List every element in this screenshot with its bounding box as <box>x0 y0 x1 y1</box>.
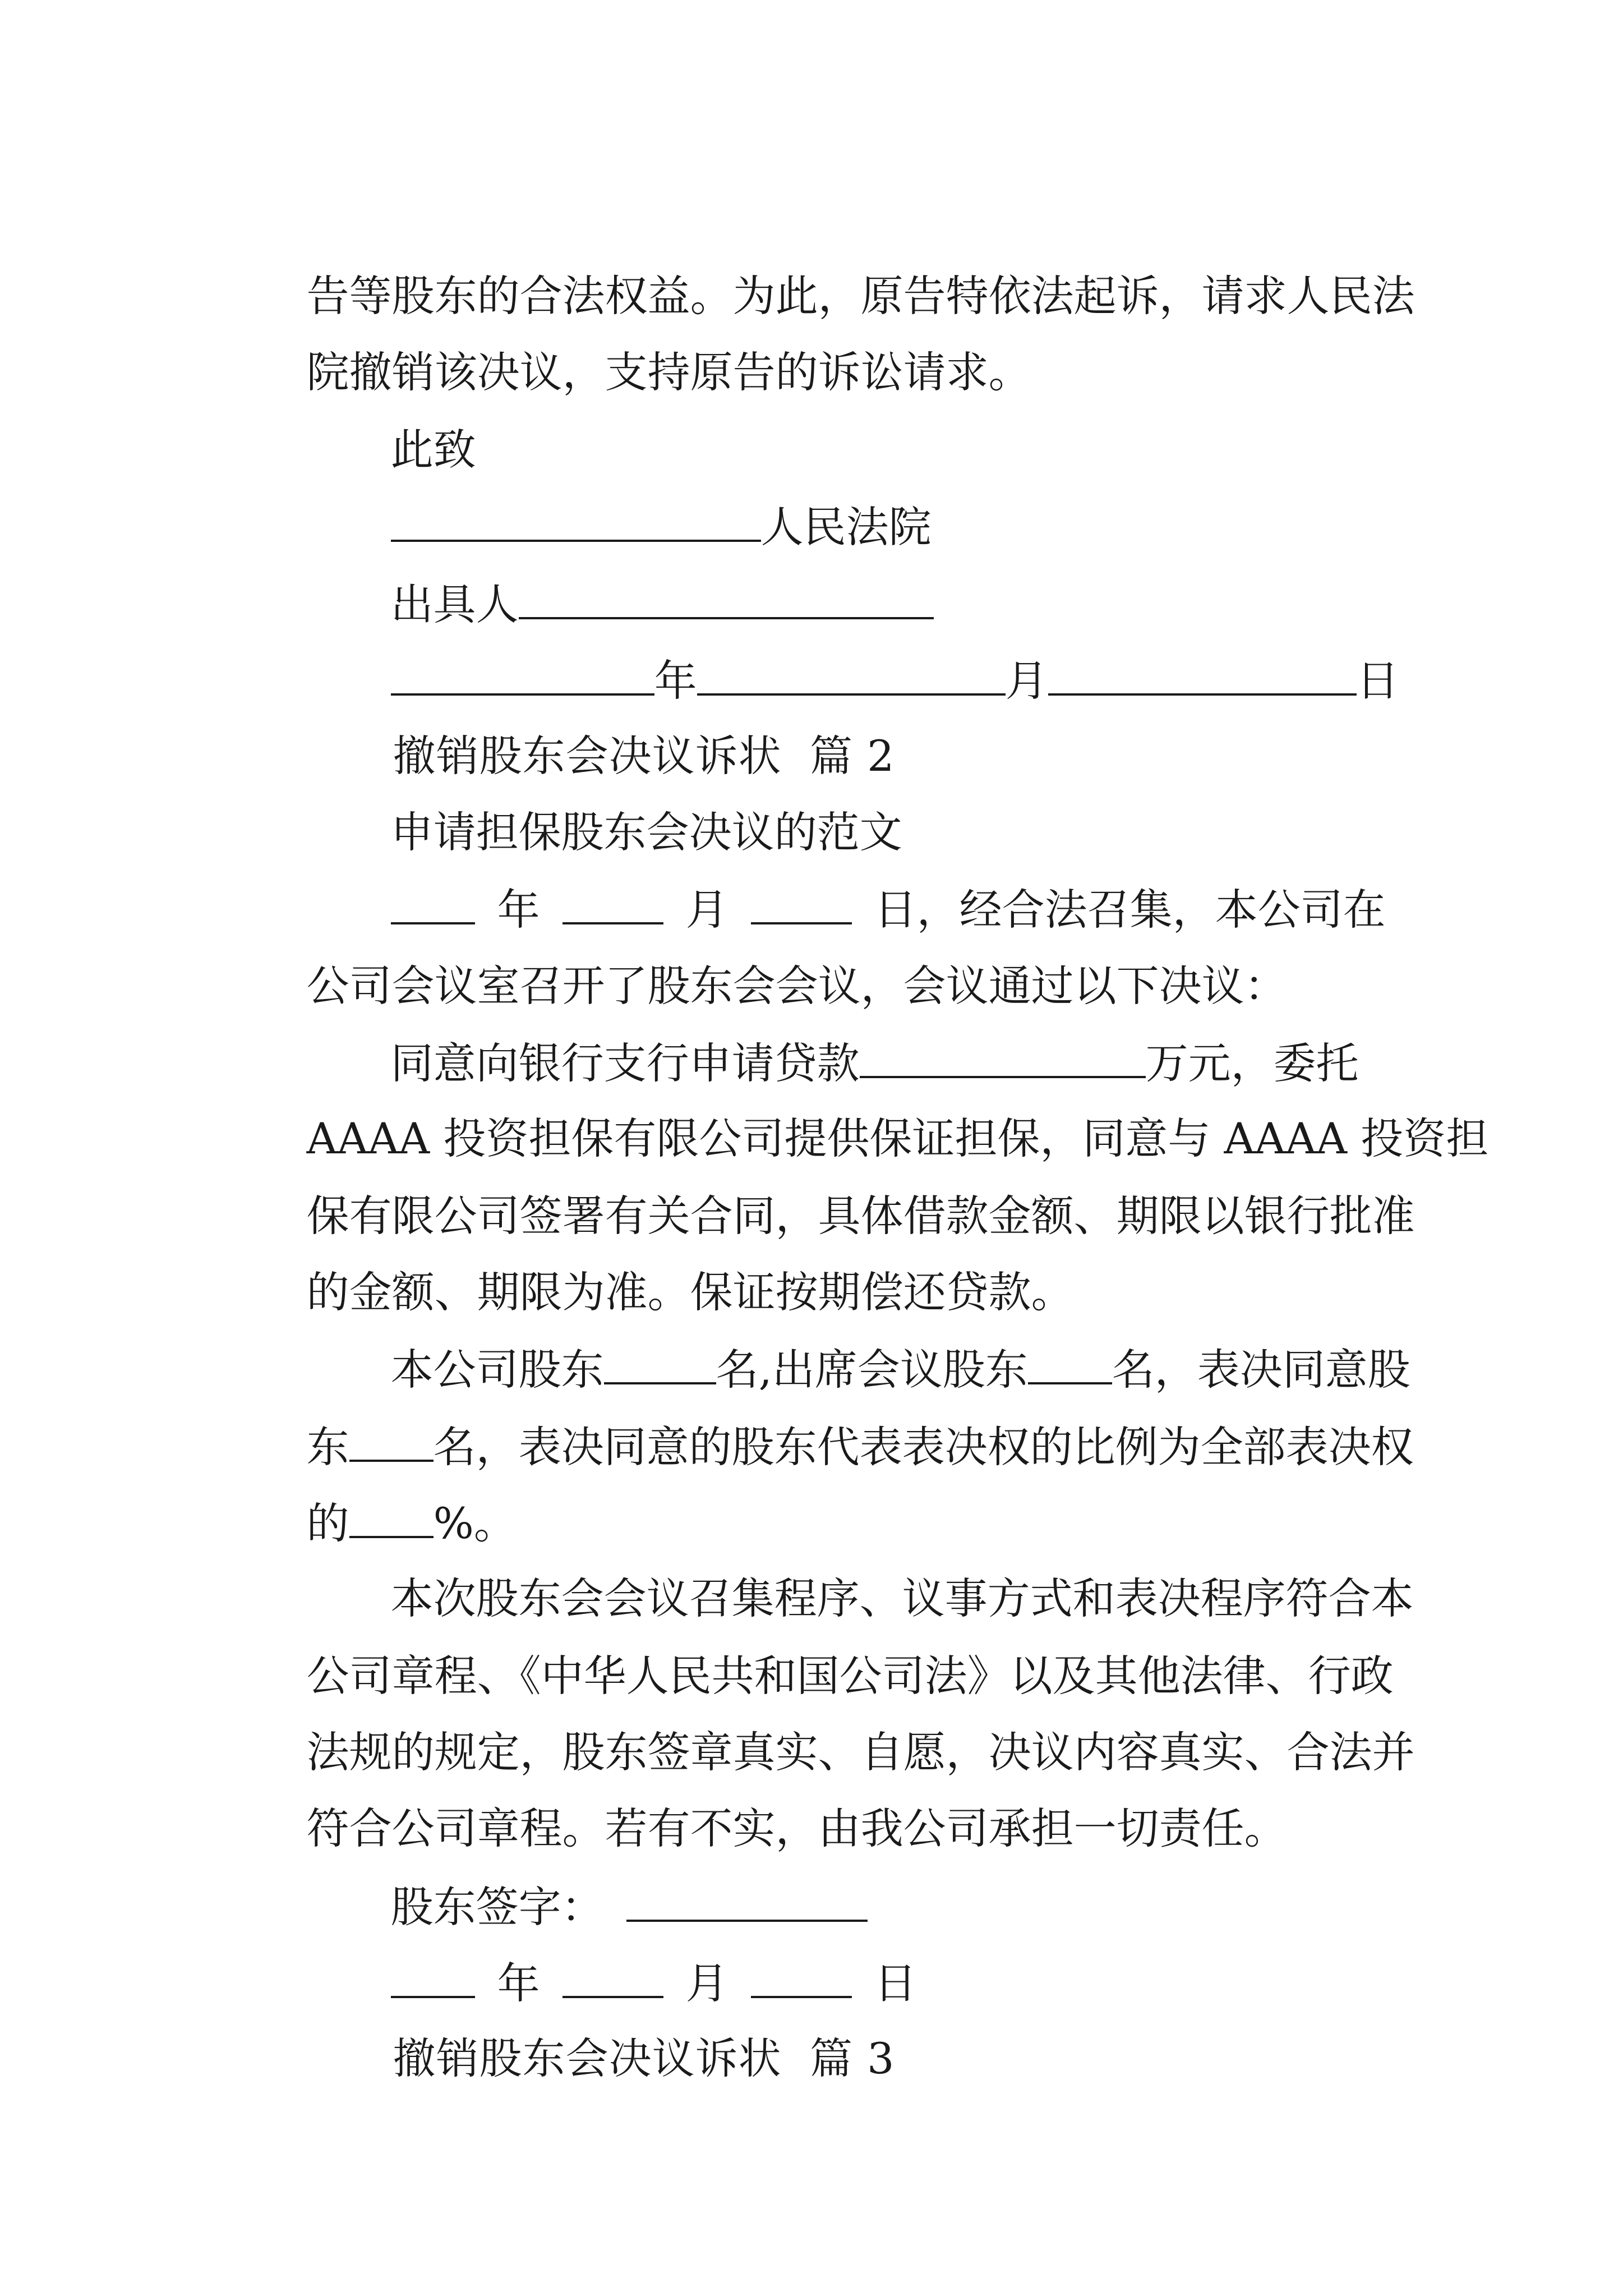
text: 此致 <box>390 425 476 475</box>
paragraph-line <box>252 295 1391 397</box>
text: 的金额、期限为准。保证按期偿还贷款。 <box>306 1267 1074 1317</box>
text: 名,出席会议股东 <box>716 1345 1028 1395</box>
signature-line <box>336 1829 1391 1932</box>
text: 年 <box>497 885 540 935</box>
text: 月 <box>685 1958 728 2008</box>
text: 申请担保股东会决议的范文 <box>390 807 902 857</box>
court-line <box>336 449 1391 552</box>
text: 撤销股东会决议诉状 篇 2 <box>393 731 895 781</box>
text: 名，表决同意股 <box>1112 1345 1410 1395</box>
text: 日 <box>874 1958 917 2008</box>
date-line <box>336 1905 1391 2008</box>
text: 符合公司章程。若有不实，由我公司承担一切责任。 <box>306 1803 1287 1853</box>
paragraph-line <box>252 1215 1391 1317</box>
text: 月 <box>685 885 728 935</box>
paragraph-line <box>252 1061 1489 1163</box>
text: 出具人 <box>390 579 519 629</box>
text: 同意向银行支行申请贷款 <box>390 1038 860 1088</box>
paragraph-line <box>252 1675 1415 1777</box>
text: 保有限公司签署有关合同，具体借款金额、期限以银行批准 <box>306 1191 1415 1241</box>
date-paragraph-line <box>336 831 1391 935</box>
text: 的 <box>306 1498 349 1548</box>
sub-title <box>336 755 1391 857</box>
section-heading <box>336 1981 1391 2083</box>
text: 告等股东的合法权益。为此，原告特依法起诉，请求人民法 <box>306 271 1415 321</box>
paragraph-line <box>252 1599 1394 1701</box>
text: %。 <box>433 1498 517 1548</box>
text: 本次股东会会议召集程序、议事方式和表决程序符合本 <box>390 1573 1414 1623</box>
text: 本公司股东 <box>390 1345 604 1395</box>
text: 撤销股东会决议诉状 篇 3 <box>393 2033 895 2083</box>
paragraph-line <box>336 1291 1410 1395</box>
text: AAAA 投资担保有限公司提供保证担保，同意与 AAAA 投资担 <box>306 1114 1489 1163</box>
text: 日 <box>1356 656 1399 706</box>
text: 月 <box>1005 656 1048 706</box>
section-heading <box>336 679 1391 781</box>
text: 院撤销该决议，支持原告的诉讼请求。 <box>306 347 1031 397</box>
paragraph-line <box>252 1445 1391 1548</box>
salutation <box>336 372 1391 475</box>
paragraph-line <box>252 1139 1415 1241</box>
text: 名，表决同意的股东代表表决权的比例为全部表决权 <box>433 1422 1414 1472</box>
issuer-line <box>336 526 1391 629</box>
text: 年 <box>654 656 697 706</box>
text: 公司会议室召开了股东会会议，会议通过以下决议： <box>306 961 1287 1011</box>
paragraph-line <box>336 985 1391 1088</box>
text: 万元，委托 <box>1145 1038 1359 1088</box>
date-line <box>336 602 1399 706</box>
paragraph-line <box>252 1751 1391 1853</box>
paragraph-line <box>252 219 1415 321</box>
paragraph-line <box>336 1521 1414 1623</box>
text: 人民法院 <box>760 502 932 552</box>
text: 股东签字： <box>390 1882 604 1932</box>
text: 法规的规定，股东签章真实、自愿，决议内容真实、合法并 <box>306 1727 1415 1777</box>
text: 年 <box>497 1958 540 2008</box>
text: 公司章程、《中华人民共和国公司法》以及其他法律、行政 <box>306 1651 1394 1701</box>
text: 日，经合法召集，本公司在 <box>874 885 1386 935</box>
text: 东 <box>306 1422 349 1472</box>
paragraph-line <box>252 909 1391 1011</box>
